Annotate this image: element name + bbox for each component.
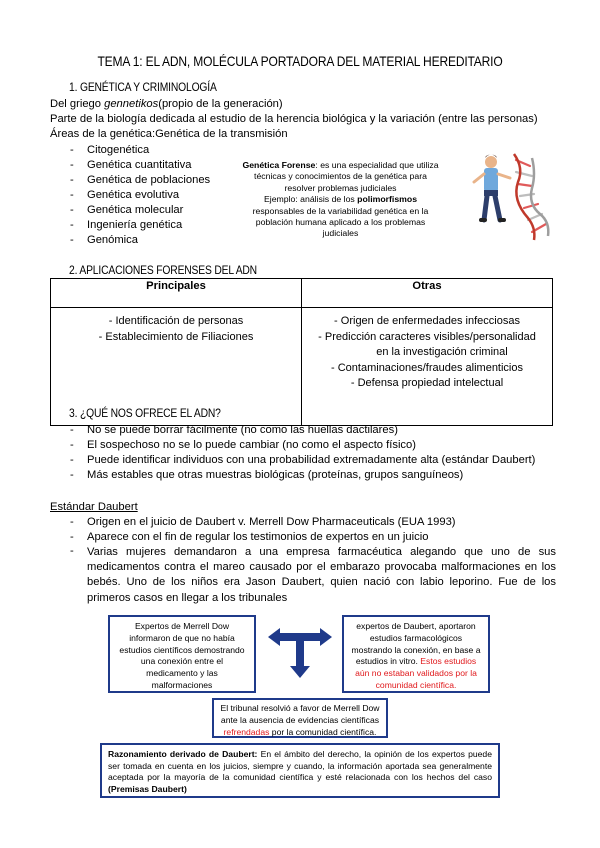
- daubert-heading: Estándar Daubert: [50, 501, 138, 513]
- column-header: Otras: [302, 279, 553, 308]
- merrell-dow-experts-box: Expertos de Merrell Dow informaron de que no había estudios científicos demostrando una conexión entre el medicamento y las malformaciones: [108, 615, 256, 693]
- list-item: - Establecimiento de Filiaciones: [52, 330, 300, 346]
- list-item: - Genética molecular: [70, 203, 210, 218]
- section-3-heading: 3. ¿QUÉ NOS OFRECE EL ADN?: [69, 406, 221, 420]
- areas-line: Áreas de la genética:Genética de la transmisión: [50, 128, 288, 140]
- page-title: TEMA 1: EL ADN, MOLÉCULA PORTADORA DEL MATERIAL HEREDITARIO: [97, 53, 503, 69]
- forensic-genetics-note: Genética Forense: es una especialidad que utiliza técnicas y conocimientos de la genética para resolver problemas judiciales Ejemplo: análisis de los polimorfismos responsables de la variabilidad genética en la población humana aplicado a los problemas judiciales: [242, 160, 439, 239]
- daubert-case-paragraph: Varias mujeres demandaron a una empresa farmacéutica alegando que uno de sus medicamentos contra el mareo causado por el embarazo provocaba malformaciones en los bebés. Uno de los niños era Jason Daubert, quien nació con labio leporino. Fue de los primeros casos en llegar a los tribunales: [87, 546, 556, 604]
- list-item: - Genómica: [70, 233, 210, 248]
- table-cell: [302, 308, 553, 426]
- list-item: - Genética de poblaciones: [70, 173, 210, 188]
- etymology-line: Del griego gennetikos(propio de la generación): [50, 98, 283, 110]
- daubert-case-item: - Varias mujeres demandaron a una empresa farmacéutica alegando que uno de sus medicamentos contra el mareo causado por el embarazo provocaba malformaciones en los bebés. Uno de los niños era Jason Daubert, quien nació con labio leporino. Fue de los primeros casos en llegar a los tribunales: [70, 545, 556, 606]
- definition-line: Parte de la biología dedicada al estudio de la herencia biológica y la variación (entre las personas): [50, 113, 538, 125]
- list-item: - Origen en el juicio de Daubert v. Merrell Dow Pharmaceuticals (EUA 1993): [70, 515, 556, 530]
- list-item: - Genética cuantitativa: [70, 158, 210, 173]
- t-split-arrow-icon: [268, 628, 332, 678]
- list-item: - Puede identificar individuos con una probabilidad extremadamente alta (estándar Daubert): [70, 453, 535, 468]
- list-item: - El sospechoso no se lo puede cambiar (no como el aspecto físico): [70, 438, 535, 453]
- dna-advantages-list: [70, 423, 535, 483]
- list-item: - Contaminaciones/fraudes alimenticios: [303, 361, 551, 377]
- daubert-list: [70, 515, 556, 545]
- list-item-continuation: en la investigación criminal: [376, 346, 508, 358]
- list-item: - Más estables que otras muestras biológicas (proteínas, grupos sanguíneos): [70, 468, 535, 483]
- list-item: - Genética evolutiva: [70, 188, 210, 203]
- section-1-heading: 1. GENÉTICA Y CRIMINOLOGÍA: [69, 80, 217, 94]
- daubert-reasoning-box: Razonamiento derivado de Daubert: En el ámbito del derecho, la opinión de los expertos puede ser tomada en cuenta en los juicios, siempre y cuando, la información aportada sea generalmente aceptada por la mayoría de la comunidad científica y esté relacionada con los hechos del caso (Premisas Daubert): [100, 743, 500, 798]
- daubert-experts-box: expertos de Daubert, aportaron estudios farmacológicos mostrando la conexión, en base a estudios in vitro. Estos estudios aún no estaban validados por la comunidad científica.: [342, 615, 490, 693]
- column-header: Principales: [51, 279, 302, 308]
- genetics-areas-list: [70, 143, 210, 248]
- list-item: - No se puede borrar fácilmente (no como las huellas dactilares): [70, 423, 535, 438]
- forensic-applications-table: [50, 278, 553, 426]
- court-ruling-box: El tribunal resolvió a favor de Merrell Dow ante la ausencia de evidencias científicas refrendadas por la comunidad científica.: [212, 698, 388, 738]
- dna-scientist-illustration: [466, 148, 556, 248]
- list-item: - Identificación de personas: [52, 314, 300, 330]
- list-item: - Citogenética: [70, 143, 210, 158]
- section-2-heading: 2. APLICACIONES FORENSES DEL ADN: [69, 263, 257, 277]
- list-item: - Aparece con el fin de regular los testimonios de expertos en un juicio: [70, 530, 556, 545]
- list-item: - Predicción caracteres visibles/personalidad: [303, 330, 551, 346]
- list-item: - Ingeniería genética: [70, 218, 210, 233]
- list-item: - Defensa propiedad intelectual: [303, 376, 551, 392]
- list-item: - Origen de enfermedades infecciosas: [303, 314, 551, 330]
